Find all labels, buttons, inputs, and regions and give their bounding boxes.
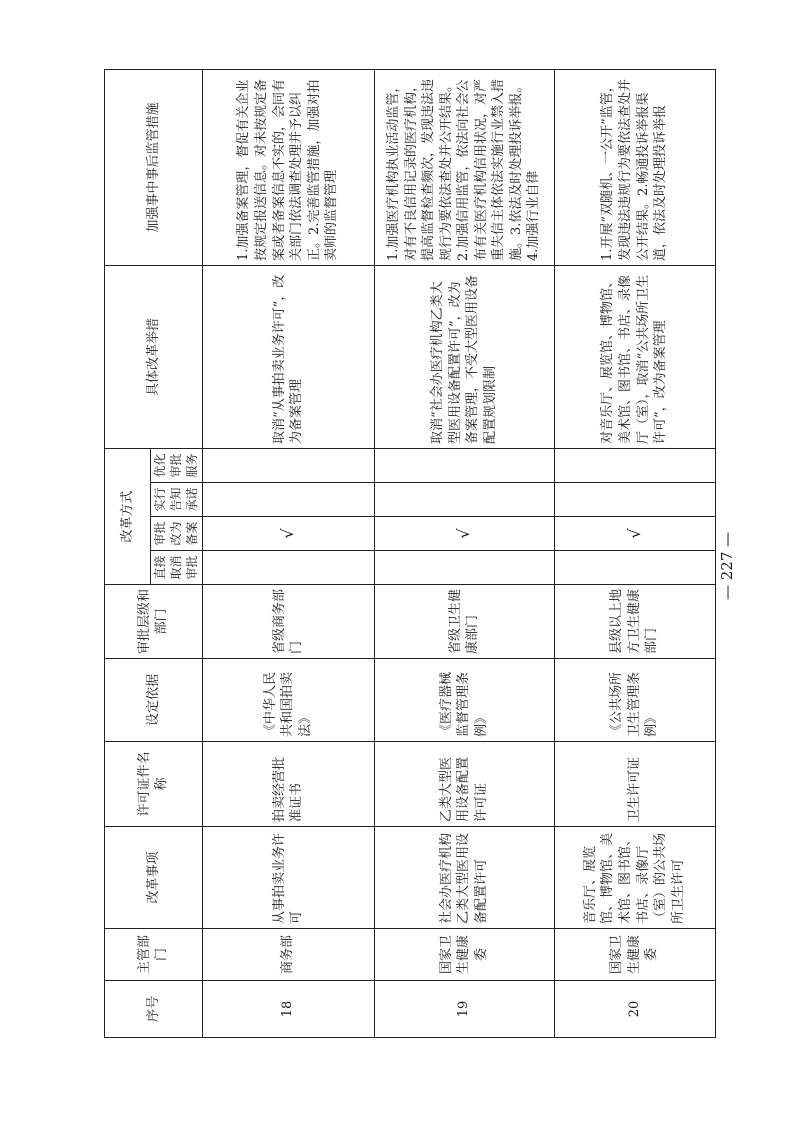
cell-measures: 取消“从事拍卖业务许可”，改为备案管理 [202, 265, 374, 448]
header-mode-notify: 实行告知承诺 [151, 483, 203, 517]
cell-measures: 取消“社会办医疗机构乙类大型医用设备配置许可”，改为备案管理，不受大型医用设备配置规划限制 [374, 265, 554, 448]
cell-item: 社会办医疗机构乙类大型医用设备配置许可 [374, 827, 554, 929]
cell-seq: 18 [202, 981, 374, 1038]
cell-basis: 《中华人民共和国拍卖法》 [202, 659, 374, 742]
header-license: 许可证件名称 [105, 742, 203, 827]
cell-dept: 国家卫生健康委 [554, 929, 715, 981]
cell-filing-check: √ [374, 517, 554, 551]
cell-optimize [554, 448, 715, 482]
cell-cancel [374, 551, 554, 585]
header-reform-mode: 改革方式 [105, 448, 151, 584]
cell-seq: 19 [374, 981, 554, 1038]
cell-level: 县级以上地方卫生健康部门 [554, 585, 715, 659]
page-number [718, 531, 758, 600]
cell-dept: 商务部 [202, 929, 374, 981]
reform-table [104, 69, 716, 1038]
header-measures: 具体改革举措 [105, 265, 203, 448]
cell-filing-check: √ [202, 517, 374, 551]
cell-notify [374, 483, 554, 517]
rotated-table-container [104, 70, 705, 1038]
cell-optimize [202, 448, 374, 482]
header-mode-filing: 审批改为备案 [151, 517, 203, 551]
cell-basis: 《公共场所卫生管理条例》 [554, 659, 715, 742]
cell-filing-check: √ [554, 517, 715, 551]
table-row [554, 69, 715, 1037]
cell-supervision: 1.加强备案管理，督促有关企业按规定报送信息。对未按规定备案或者备案信息不实的，会同有关部门依法调查处理并予以纠正。2.完善监管措施，加强对拍卖师的监督管理 [202, 69, 374, 265]
cell-basis: 《医疗器械监督管理条例》 [374, 659, 554, 742]
header-basis: 设定依据 [105, 659, 203, 742]
cell-license: 卫生许可证 [554, 742, 715, 827]
cell-optimize [374, 448, 554, 482]
table-row [202, 69, 374, 1037]
cell-notify [554, 483, 715, 517]
header-seq: 序号 [105, 981, 203, 1038]
cell-supervision: 1.加强医疗机构执业活动监管，对有不良信用记录的医疗机构，提高监督检查频次，发现违法违规行为要依法查处并公开结果。2.加强信用监管，依法向社会公布有关医疗机构信用状况，对严重失信主体依法实施行业禁入措施。3.依法及时处理投诉举报。4.加强行业自律 [374, 69, 554, 265]
cell-level: 省级卫生健康部门 [374, 585, 554, 659]
cell-cancel [554, 551, 715, 585]
table-row [374, 69, 554, 1037]
cell-level: 省级商务部门 [202, 585, 374, 659]
header-item: 改革事项 [105, 827, 203, 929]
cell-seq: 20 [554, 981, 715, 1038]
header-level: 审批层级和部门 [105, 585, 203, 659]
header-supervision: 加强事中事后监管措施 [105, 69, 203, 265]
header-dept: 主管部门 [105, 929, 203, 981]
cell-supervision: 1.开展“双随机、一公开”监管，发现违法违规行为要依法查处并公开结果。2.畅通投诉举报渠道，依法及时处理投诉举报 [554, 69, 715, 265]
cell-notify [202, 483, 374, 517]
cell-dept: 国家卫生健康委 [374, 929, 554, 981]
cell-item: 从事拍卖业务许可 [202, 827, 374, 929]
header-mode-cancel: 直接取消审批 [151, 551, 203, 585]
cell-item: 音乐厅、展览馆、博物馆、美术馆、图书馆、书店、录像厅（室）的公共场所卫生许可 [554, 827, 715, 929]
page-number-text: — 227 — [718, 531, 736, 600]
header-mode-optimize: 优化审批服务 [151, 448, 203, 482]
cell-measures: 对音乐厅、展览馆、博物馆、美术馆、图书馆、书店、录像厅（室），取消“公共场所卫生许可”，改为备案管理 [554, 265, 715, 448]
cell-license: 拍卖经营批准证书 [202, 742, 374, 827]
cell-license: 乙类大型医用设备配置许可证 [374, 742, 554, 827]
cell-cancel [202, 551, 374, 585]
